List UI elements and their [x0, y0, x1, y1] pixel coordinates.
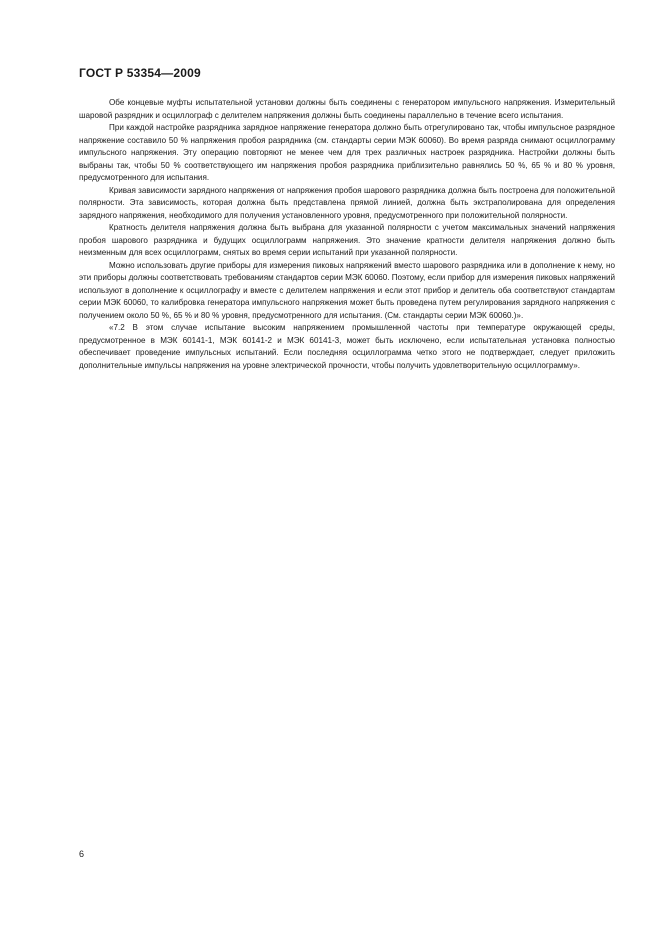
paragraph-section-7-2: «7.2 В этом случае испытание высоким напряжением промышленной частоты при температуре окружающей среды, предусмотренное в МЭК 60141-1, МЭК 60141-2 и МЭК 60141-3, может быть исключено, если испытательная установка полностью обеспечивает проведение импульсных испытаний. Если последняя осциллограмма четко этого не подтверждает, следует приложить дополнительные импульсы напряжения на уровне электрической прочности, чтобы получить удовлетворительную осциллограмму».	[79, 323, 615, 370]
paragraph-gap-setting: При каждой настройке разрядника зарядное напряжение генератора должно быть отрегулировано так, чтобы импульсное разрядное напряжение составило 50 % напряжения пробоя разрядника (см. стандарты серии МЭК 60060). Во время разряда снимают осциллограмму импульсного напряжения. Эту операцию повторяют не менее чем для трех различных настроек разрядника. Настройки должны быть выбраны так, чтобы 50 % соответствующего им напряжения пробоя разрядника приблизительно равнялись 50 %, 65 % и 80 % уровня, предусмотренного для испытания.	[79, 123, 615, 182]
document-body	[79, 97, 615, 372]
document-header: ГОСТ Р 53354—2009	[79, 66, 201, 80]
paragraph-divider-ratio: Кратность делителя напряжения должна быть выбрана для указанной полярности с учетом максимальных значений напряжения пробоя шарового разрядника и будущих осциллограмм напряжения. Это значение кратности делителя напряжения должно быть неизменным для всех осциллограмм, снятых во время серии испытаний при указанной полярности.	[79, 223, 615, 257]
paragraph-other-instruments: Можно использовать другие приборы для измерения пиковых напряжений вместо шарового разрядника или в дополнение к нему, но эти приборы должны соответствовать требованиям стандартов серии МЭК 60060. Поэтому, если прибор для измерения пиковых напряжений используют в дополнение к осциллографу и вместе с делителем напряжения и если этот прибор и делитель оба соответствуют стандартам серии МЭК 60060, то калибровка генератора импульсного напряжения может быть проведена путем регулирования зарядного напряжения с получением около 50 %, 65 % и 80 % уровня, предусмотренного для испытания. (См. стандарты серии МЭК 60060.)».	[79, 260, 615, 320]
page-number: 6	[79, 849, 85, 859]
paragraph-test-setup: Обе концевые муфты испытательной установки должны быть соединены с генератором импульсного напряжения. Измерительный шаровой разрядник и осциллограф с делителем напряжения должны быть соединены параллельно в течение всего испытания.	[79, 98, 615, 120]
paragraph-curve: Кривая зависимости зарядного напряжения от напряжения пробоя шарового разрядника должна быть построена для положительной полярности. Эта зависимость, которая должна быть представлена прямой линией, должна быть экстраполирована для определения зарядного напряжения, необходимого для получения установленного уровня, предусмотренного при положительной полярности.	[79, 185, 615, 220]
